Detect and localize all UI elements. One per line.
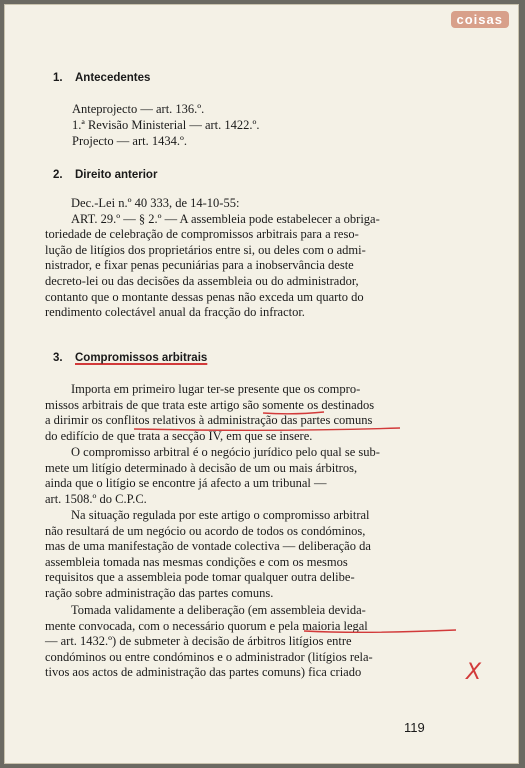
paragraph-3: Na situação regulada por este artigo o compromisso arbitral não resultará de um negócio ou acordo de todos os condóminos, mas de uma manifestação de vontade colectiva — deliberação da assembleia tomada nas mesmas condições e com os mesmos requisitos que a assembleia pode tomar qualquer outra delibe- ração sobre administração das partes comuns. xyxy=(45,508,371,600)
paragraph-1: Importa em primeiro lugar ter-se presente que os compro- missos arbitrais de que trata este artigo são somente os destinados a dirimir os conflitos relativos à administração das partes comuns do edifício de que trata a secção IV, em que se insere. xyxy=(45,382,375,443)
direito-anterior-text: Dec.-Lei n.º 40 333, de 14-10-55: ART. 29.º — § 2.º — A assembleia pode estabelecer a obriga- toriedade de celebração de compromissos arbitrais para a reso- lução de litígios dos proprietários entre si, ou deles com o admi- nistrador, e fixar penas pecuniárias para a inobservância deste decreto-lei ou das decisões da assembleia ou do administrador, contanto que o montante dessas penas não exceda um quarto do rendimento colectável anual da fracção do infractor. xyxy=(45,196,427,321)
page-number: 119 xyxy=(404,720,425,735)
antecedentes-item: Anteprojecto — art. 136.º. xyxy=(72,102,205,116)
handwritten-x-mark: X xyxy=(466,660,482,685)
book-page xyxy=(4,4,519,764)
antecedentes-item: Projecto — art. 1434.º. xyxy=(72,134,187,148)
paragraph-2: O compromisso arbitral é o negócio jurídico pelo qual se sub- mete um litígio determinado à decisão de um ou mais árbitros, ainda que o litígio se encontre já afecto a um tribunal — art. 1508.º do C.P.C. xyxy=(45,445,380,506)
paragraph-4: Tomada validamente a deliberação (em assembleia devida- mente convocada, com o necessário quorum e pela maioria legal — art. 1432.º) de submeter à decisão de árbitros litígios entre condóminos ou entre condóminos e o administrador (litígios rela- tivos aos actos de administração das partes comuns) fica criado xyxy=(45,603,373,680)
section-heading-2: 2. Direito anterior xyxy=(53,169,158,181)
antecedentes-item: 1.ª Revisão Ministerial — art. 1422.º. xyxy=(72,118,260,132)
section-heading-3: 3. Compromissos arbitrais xyxy=(53,352,208,364)
corner-tab: coisas xyxy=(451,11,509,28)
antecedentes-list xyxy=(72,101,260,149)
section-heading-1: 1. Antecedentes xyxy=(53,72,151,84)
decree-reference: Dec.-Lei n.º 40 333, de 14-10-55: xyxy=(71,196,240,210)
